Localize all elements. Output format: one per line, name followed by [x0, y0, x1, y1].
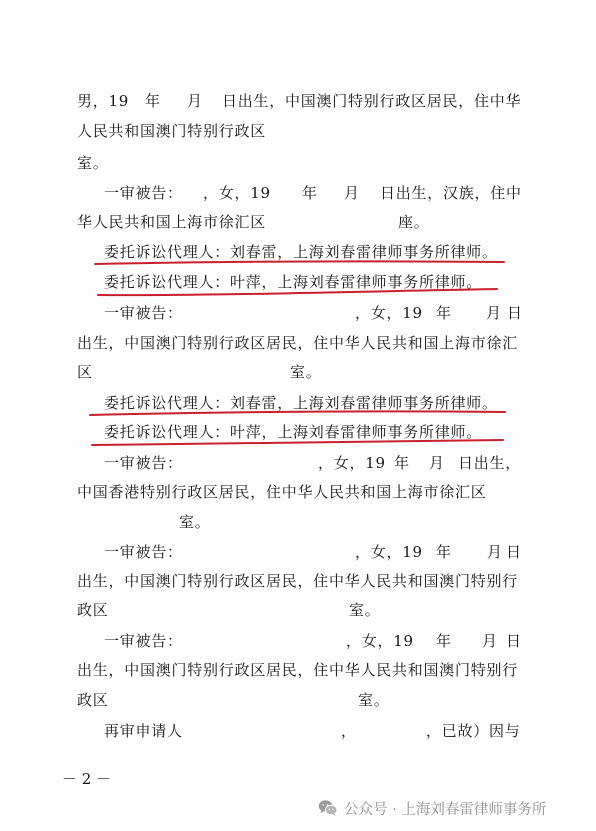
text-segment: 男，19 [77, 92, 130, 110]
defendant-line [0, 542, 596, 562]
text-segment: 华人民共和国上海市徐汇区 [77, 213, 267, 231]
text-line [0, 153, 596, 173]
defendant-line [0, 303, 596, 323]
text-segment: 委托诉讼代理人：刘春雷，上海刘春雷律师事务所律师。 [104, 243, 498, 261]
text-line [0, 690, 596, 710]
text-segment: 再审申请人 [104, 722, 183, 740]
text-segment: 室。 [358, 691, 390, 709]
text-line [0, 571, 596, 591]
watermark-text: 公众号 · 上海刘春雷律师事务所 [344, 801, 547, 818]
text-segment: 日 [506, 543, 522, 561]
text-line [0, 482, 596, 502]
text-segment: ，女，19 [203, 184, 271, 202]
text-segment: 月 [344, 184, 360, 202]
agent-statement [0, 242, 596, 262]
text-segment: 年 [302, 184, 318, 202]
text-segment: 月 [486, 304, 502, 322]
text-segment: 月 [429, 454, 445, 472]
text-segment: 月 [482, 632, 498, 650]
text-segment: 室。 [349, 601, 381, 619]
defendant-line [0, 453, 596, 473]
text-line [0, 362, 596, 382]
text-line [0, 333, 596, 353]
text-segment: 日出生，汉族，住中 [380, 184, 522, 202]
text-segment: 出生，中国澳门特别行政区居民，住中华人民共和国澳门特别行 [77, 572, 519, 590]
text-segment: 一审被告： [104, 543, 183, 561]
text-segment: 一审被告： [104, 184, 183, 202]
text-segment: ，女，19 [355, 304, 423, 322]
defendant-line [0, 183, 596, 203]
watermark [318, 797, 546, 819]
text-segment: ，女，19 [346, 632, 414, 650]
text-line [0, 91, 596, 111]
text-segment: 月 [187, 92, 203, 110]
text-segment: 年 [436, 632, 452, 650]
wechat-icon [318, 799, 338, 817]
text-line [0, 121, 596, 141]
text-segment: 政区 [77, 691, 109, 709]
text-segment: 中国香港特别行政区居民，住中华人民共和国上海市徐汇区 [77, 483, 487, 501]
text-segment: 委托诉讼代理人：刘春雷，上海刘春雷律师事务所律师。 [104, 394, 498, 412]
applicant-line [0, 721, 596, 741]
text-segment: 室。 [290, 363, 322, 381]
text-line [0, 512, 596, 532]
text-segment: 日 [506, 632, 522, 650]
text-segment: 一审被告： [104, 632, 183, 650]
text-segment: 室。 [179, 513, 211, 531]
agent-statement [0, 272, 596, 292]
text-segment: 室。 [77, 154, 109, 172]
text-line [0, 660, 596, 680]
text-segment: 委托诉讼代理人：叶萍，上海刘春雷律师事务所律师。 [104, 273, 483, 291]
text-segment: 年 [394, 454, 410, 472]
text-segment: 日出生，中国澳门特别行政区居民，住中华 [222, 92, 522, 110]
text-segment: ， [341, 722, 357, 740]
text-segment: 人民共和国澳门特别行政区 [77, 122, 267, 140]
text-segment: 一审被告： [104, 454, 183, 472]
text-segment: 政区 [77, 601, 109, 619]
text-line [0, 600, 596, 620]
text-segment: 出生，中国澳门特别行政区居民，住中华人民共和国澳门特别行 [77, 661, 519, 679]
page-number: － 2 － [62, 770, 112, 788]
text-segment: 年 [436, 304, 452, 322]
text-segment: 座。 [398, 213, 430, 231]
agent-statement [0, 393, 596, 413]
text-segment: 日 [507, 304, 523, 322]
text-segment: 委托诉讼代理人：叶萍，上海刘春雷律师事务所律师。 [104, 423, 483, 441]
text-segment: 年 [145, 92, 161, 110]
agent-statement [0, 422, 596, 442]
text-segment: 月 [487, 543, 503, 561]
text-segment: 区 [77, 363, 93, 381]
text-line [0, 212, 596, 232]
defendant-line [0, 631, 596, 651]
text-segment: 一审被告： [104, 304, 183, 322]
text-segment: ，女，19 [318, 454, 386, 472]
text-segment: 日出生， [458, 454, 522, 472]
text-segment: ，已故）因与 [426, 722, 521, 740]
text-segment: 年 [436, 543, 452, 561]
text-segment: 出生，中国澳门特别行政区居民，住中华人民共和国上海市徐汇 [77, 334, 519, 352]
text-segment: ，女，19 [355, 543, 423, 561]
